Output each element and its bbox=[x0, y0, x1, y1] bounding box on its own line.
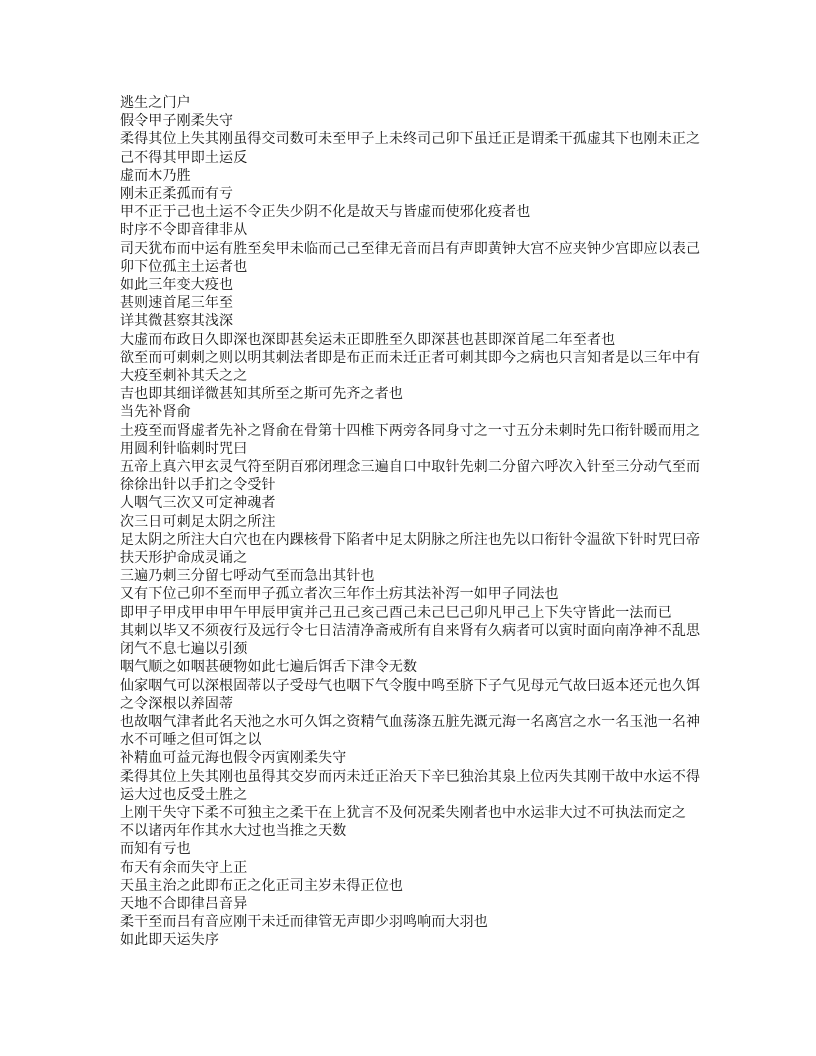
text-line: 运大过也反受土胜之 bbox=[120, 786, 248, 803]
text-line: 又有下位己卯不至而甲子孤立者次三年作土疠其法补泻一如甲子同法也 bbox=[120, 586, 559, 603]
text-line: 五帝上真六甲玄灵气符至阴百邪闭理念三遍自口中取针先刺二分留六呼次入针至三分动气至而 bbox=[120, 459, 701, 476]
text-line: 即甲子甲戌甲申甲午甲辰甲寅并己丑己亥己酉己未己巳己卯凡甲己上下失守皆此一法而已 bbox=[120, 604, 672, 621]
text-line: 上刚干失守下柔不可独主之柔干在上犹言不及何况柔失刚者也中水运非大过不可执法而定之 bbox=[120, 804, 686, 821]
text-line: 补精血可益元海也假令丙寅刚柔失守 bbox=[120, 750, 347, 767]
text-line: 徐徐出针以手扪之令受针 bbox=[120, 477, 276, 494]
text-line: 之令深根以养固蒂 bbox=[120, 695, 234, 712]
text-line: 虚而木乃胜 bbox=[120, 167, 191, 184]
text-line: 详其微甚察其浅深 bbox=[120, 313, 234, 330]
text-line: 司天犹布而中运有胜至矣甲未临而己己至律无音而吕有声即黄钟大宫不应夹钟少宫即应以表己 bbox=[120, 240, 701, 257]
text-line: 甚则速首尾三年至 bbox=[120, 295, 234, 312]
text-line: 天虽主治之此即布正之化正司主岁未得正位也 bbox=[120, 877, 403, 894]
text-line: 逃生之门户 bbox=[120, 95, 191, 111]
text-line: 三遍乃刺三分留七呼动气至而急出其针也 bbox=[120, 568, 375, 585]
text-line: 而知有亏也 bbox=[120, 841, 191, 858]
text-line: 布天有余而失守上正 bbox=[120, 859, 248, 876]
text-line: 刚未正柔孤而有亏 bbox=[120, 186, 234, 203]
text-line: 其刺以毕又不须夜行及远行令七日洁清净斋戒所有自来肾有久病者可以寅时面向南净神不乱思 bbox=[120, 622, 701, 639]
text-line: 甲不正于己也土运不令正失少阴不化是故天与皆虚而使邪化疫者也 bbox=[120, 204, 531, 221]
text-line: 大疫至刺补其夭之之 bbox=[120, 368, 248, 385]
text-line: 柔干至而吕有音应刚干未迁而律管无声即少羽鸣响而大羽也 bbox=[120, 914, 488, 931]
text-line: 卯下位孤主土运者也 bbox=[120, 258, 248, 275]
text-line: 如此即天运失序 bbox=[120, 932, 220, 949]
text-line: 吉也即其细详微甚知其所至之斯可先齐之者也 bbox=[120, 386, 403, 403]
text-line: 柔得其位上失其刚也虽得其交岁而丙未迁正治天下辛巳独治其泉上位丙失其刚干故中水运不得 bbox=[120, 768, 701, 785]
text-line: 己不得其甲即土运反 bbox=[120, 149, 248, 166]
text-line: 土疫至而肾虚者先补之肾俞在骨第十四椎下两旁各同身寸之一寸五分未刺时先口衔针暖而用之 bbox=[120, 422, 701, 439]
text-line: 也故咽气津者此名天池之水可久饵之资精气血荡涤五脏先溉元海一名离宫之水一名玉池一名神 bbox=[120, 713, 701, 730]
text-line: 天地不合即律吕音异 bbox=[120, 895, 248, 912]
text-line: 闭气不息七遍以引颈 bbox=[120, 641, 248, 658]
text-line: 时序不令即音律非从 bbox=[120, 222, 248, 239]
text-line: 足太阴之所注大白穴也在内踝核骨下陷者中足太阴脉之所注也先以口衔针令温欲下针时咒曰帝 bbox=[120, 531, 701, 548]
document-body bbox=[120, 94, 720, 950]
text-line: 柔得其位上失其刚虽得交司数可未至甲子上未终司己卯下虽迁正是谓柔干孤虚其下也刚未正之 bbox=[120, 131, 701, 148]
text-line: 水不可唾之但可饵之以 bbox=[120, 732, 262, 749]
text-line: 大虚而布政日久即深也深即甚矣运未正即胜至久即深甚也甚即深首尾二年至者也 bbox=[120, 331, 616, 348]
text-line: 人咽气三次又可定神魂者 bbox=[120, 495, 276, 512]
text-line: 当先补肾俞 bbox=[120, 404, 191, 421]
text-line: 次三日可刺足太阴之所注 bbox=[120, 513, 276, 530]
text-line: 如此三年变大疫也 bbox=[120, 277, 234, 294]
text-line: 扶天形护命成灵诵之 bbox=[120, 550, 248, 567]
text-line: 用圆利针临刺时咒曰 bbox=[120, 440, 248, 457]
text-line: 不以诸丙年作其水大过也当推之天数 bbox=[120, 823, 347, 840]
text-line: 假令甲子刚柔失守 bbox=[120, 113, 234, 130]
text-line: 咽气顺之如咽甚硬物如此七遍后饵舌下津令无数 bbox=[120, 659, 418, 676]
text-line: 欲至而可刺刺之则以明其刺法者即是布正而未迁正者可刺其即今之病也只言知者是以三年中有 bbox=[120, 349, 701, 366]
text-line: 仙家咽气可以深根固蒂以子受母气也咽下气令腹中鸣至脐下子气见母元气故曰返本还元也久饵 bbox=[120, 677, 701, 694]
